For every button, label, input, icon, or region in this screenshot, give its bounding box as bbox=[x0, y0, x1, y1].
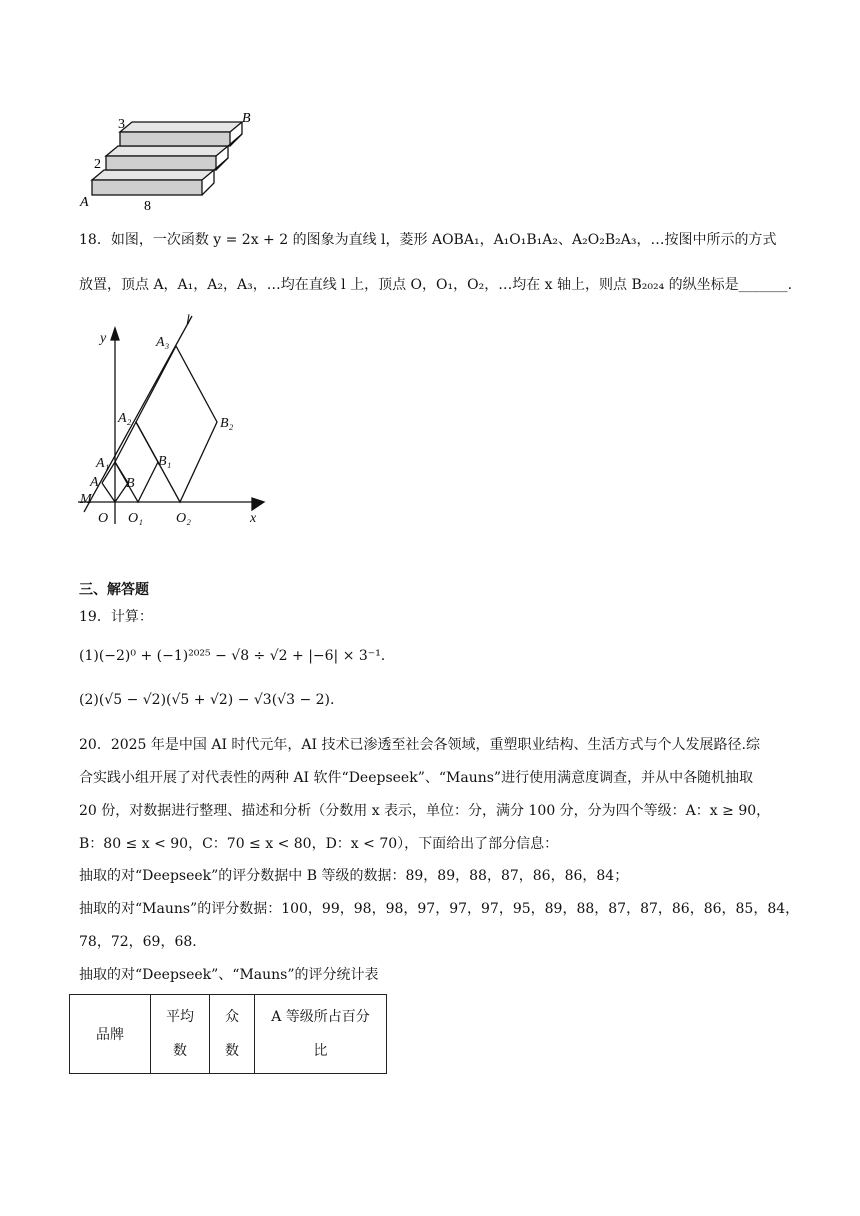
point-label-a3: A₃ bbox=[156, 335, 170, 350]
rhombus-figure bbox=[74, 310, 274, 532]
stairs-label-bottom: 8 bbox=[144, 199, 151, 214]
q20-line-5: 抽取的对“Deepseek”的评分数据中 B 等级的数据：89，89，88，87，86，86，84； bbox=[79, 868, 629, 884]
point-label-b2: B₂ bbox=[220, 416, 234, 431]
q18-line-2: 放置，顶点 A，A₁，A₂，A₃，…均在直线 l 上，顶点 O，O₁，O₂，…均在 x 轴上，则点 B₂₀₂₄ 的纵坐标是_______. bbox=[79, 277, 793, 293]
point-label-a2: A₂ bbox=[118, 411, 132, 426]
point-label-m: M bbox=[80, 492, 92, 507]
q19-intro: 19．计算： bbox=[79, 609, 153, 625]
header-brand-text: 品牌 bbox=[96, 1027, 124, 1043]
stairs-label-a: A bbox=[80, 195, 89, 210]
header-mean-line-2: 数 bbox=[173, 1043, 187, 1059]
header-pct-line-1: A 等级所占百分 bbox=[271, 1009, 370, 1025]
point-label-o: O bbox=[98, 511, 109, 526]
q20-line-1: 20．2025 年是中国 AI 时代元年，AI 技术已渗透至社会各领域，重塑职业结构、生活方式与个人发展路径.综 bbox=[79, 737, 760, 753]
header-mode bbox=[210, 995, 255, 1074]
q19-part-1: (1)(−2)⁰ + (−1)²⁰²⁵ − √8 ÷ √2 + |−6| × 3⁻¹. bbox=[79, 648, 386, 664]
q20-line-4: B：80 ≤ x < 90，C：70 ≤ x < 80，D：x < 70），下面给出了部分信息： bbox=[79, 836, 559, 852]
header-pct-line-2: 比 bbox=[313, 1043, 328, 1059]
stairs-label-top: 3 bbox=[118, 117, 125, 132]
q20-line-2: 合实践小组开展了对代表性的两种 AI 软件“Deepseek”、“Mauns”进行使用满意度调查，并从中各随机抽取 bbox=[79, 770, 754, 786]
point-label-b: B bbox=[126, 476, 135, 491]
q18-line-1: 18．如图，一次函数 y = 2x + 2 的图象为直线 l，菱形 AOBA₁，A₁O₁B₁A₂、A₂O₂B₂A₃，…按图中所示的方式 bbox=[79, 232, 777, 248]
axis-label-y: y bbox=[100, 331, 107, 346]
line-label-l: l bbox=[186, 313, 190, 328]
stairs-figure bbox=[76, 110, 266, 215]
q20-line-7: 78，72，69，68. bbox=[79, 934, 197, 950]
q20-line-6: 抽取的对“Mauns”的评分数据：100，99，98，98，97，97，97，95，89，88，87，87，86，86，85，84， bbox=[79, 901, 800, 917]
header-mean-line-1: 平均 bbox=[166, 1009, 194, 1025]
q19-part-2: (2)(√5 − √2)(√5 + √2) − √3(√3 − 2). bbox=[79, 692, 335, 708]
section-heading: 三、解答题 bbox=[79, 582, 149, 598]
point-label-a: A bbox=[90, 475, 99, 490]
stairs-label-middle: 2 bbox=[94, 157, 101, 172]
header-pct bbox=[255, 995, 387, 1074]
header-mean bbox=[151, 995, 210, 1074]
stairs-label-b: B bbox=[242, 111, 251, 126]
point-label-a1: A₁ bbox=[96, 456, 110, 471]
q20-line-8: 抽取的对“Deepseek”、“Mauns”的评分统计表 bbox=[79, 967, 379, 983]
point-label-b1: B₁ bbox=[158, 454, 172, 469]
table-header-row bbox=[70, 995, 387, 1074]
header-brand bbox=[70, 995, 151, 1074]
axis-label-x: x bbox=[250, 511, 257, 526]
q20-line-3: 20 份，对数据进行整理、描述和分析（分数用 x 表示，单位：分，满分 100 分，分为四个等级：A：x ≥ 90， bbox=[79, 803, 771, 819]
header-mode-line-2: 数 bbox=[225, 1043, 239, 1059]
stats-table bbox=[69, 994, 387, 1074]
point-label-o2: O₂ bbox=[176, 511, 191, 526]
header-mode-line-1: 众 bbox=[225, 1009, 239, 1025]
point-label-o1: O₁ bbox=[128, 511, 143, 526]
